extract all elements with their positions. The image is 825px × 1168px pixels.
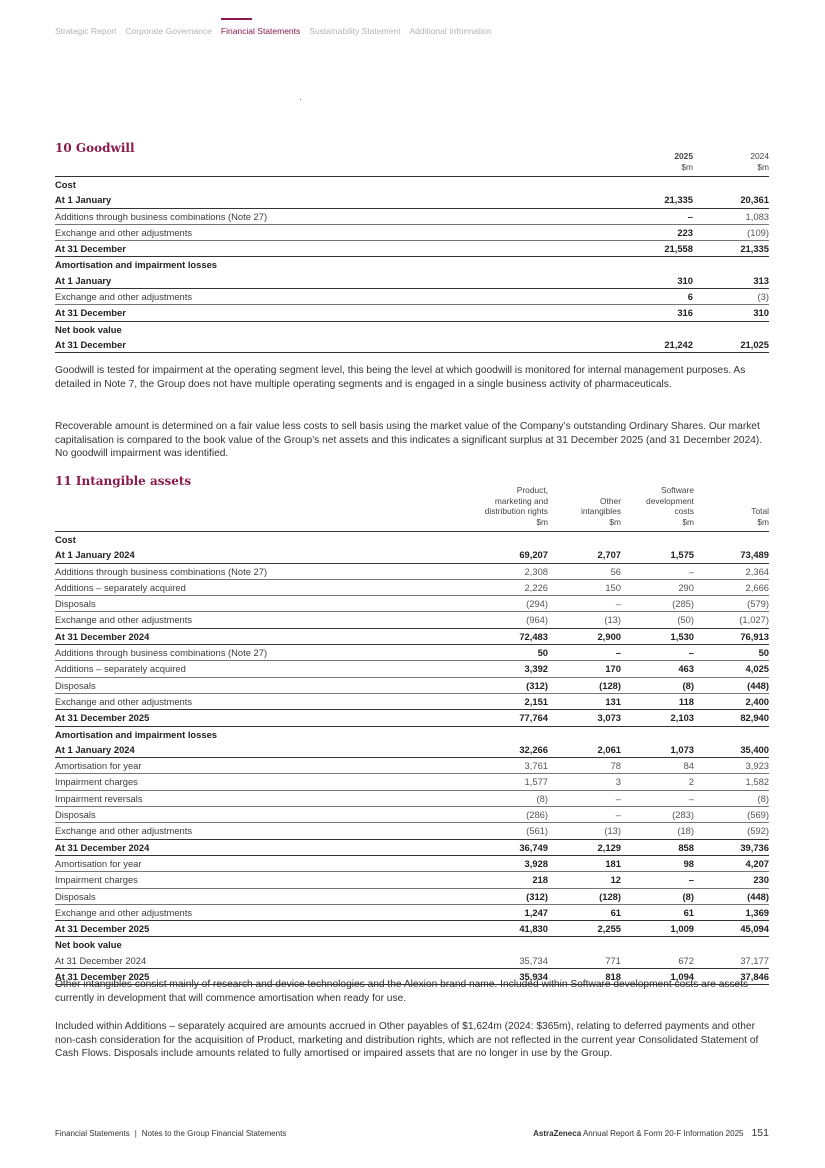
- value-2025: [575, 321, 693, 337]
- value-other-intangibles: –: [548, 790, 621, 806]
- nav-strategic-report[interactable]: Strategic Report: [55, 26, 117, 36]
- table-row: [55, 305, 769, 321]
- table-row: [55, 661, 769, 677]
- table-row: [55, 337, 769, 353]
- value-total: 76,913: [694, 628, 769, 644]
- table-row: [55, 192, 769, 208]
- value-2024: 1,083: [693, 208, 769, 224]
- intangibles-header-row: [55, 485, 769, 532]
- row-label: Exchange and other adjustments: [55, 693, 475, 709]
- value-product-rights: 72,483: [475, 628, 548, 644]
- row-label: At 31 December 2024: [55, 953, 475, 969]
- value-software-costs: –: [621, 872, 694, 888]
- row-label: Disposals: [55, 677, 475, 693]
- value-other-intangibles: [548, 532, 621, 548]
- row-label: Additions – separately acquired: [55, 579, 475, 595]
- row-label: Exchange and other adjustments: [55, 289, 575, 305]
- table-row: [55, 839, 769, 855]
- row-label: Disposals: [55, 596, 475, 612]
- goodwill-col-2024: 2024 $m: [693, 151, 769, 177]
- value-other-intangibles: (128): [548, 677, 621, 693]
- goodwill-table: [55, 151, 769, 353]
- value-2025: 223: [575, 224, 693, 240]
- value-total: [694, 532, 769, 548]
- value-software-costs: 2: [621, 774, 694, 790]
- row-label: At 1 January: [55, 273, 575, 289]
- value-total: 230: [694, 872, 769, 888]
- table-row: [55, 289, 769, 305]
- value-software-costs: 858: [621, 839, 694, 855]
- value-software-costs: 1,073: [621, 742, 694, 758]
- row-label: Cost: [55, 179, 76, 190]
- section-heading-row: [55, 177, 769, 193]
- row-label: At 1 January: [55, 192, 575, 208]
- section-heading-row: [55, 726, 769, 742]
- row-label: Amortisation and impairment losses: [55, 728, 218, 740]
- goodwill-paragraph-2: Recoverable amount is determined on a fair value less costs to sell basis using the market value of the Company’s outstanding Ordinary Shares. Our market capitalisation is compared to the book value of the Group’s net assets and this indicates a significant surplus at 31 December 2025 (and 31 December 2024). No goodwill impairment was identified.: [55, 421, 763, 460]
- value-software-costs: 1,094: [621, 969, 694, 985]
- value-total: 73,489: [694, 547, 769, 563]
- value-total: 1,369: [694, 904, 769, 920]
- row-label: At 31 December: [55, 337, 575, 353]
- value-product-rights: (312): [475, 677, 548, 693]
- value-other-intangibles: 61: [548, 904, 621, 920]
- table-row: [55, 953, 769, 969]
- intangibles-title: 11 Intangible assets: [55, 474, 192, 488]
- value-total: (8): [694, 790, 769, 806]
- value-software-costs: 672: [621, 953, 694, 969]
- value-total: 35,400: [694, 742, 769, 758]
- row-label: At 31 December 2024: [55, 628, 475, 644]
- value-software-costs: –: [621, 645, 694, 661]
- value-product-rights: 3,928: [475, 855, 548, 871]
- row-label: Additions – separately acquired: [55, 661, 475, 677]
- value-total: 1,582: [694, 774, 769, 790]
- value-product-rights: 35,934: [475, 969, 548, 985]
- value-2025: 21,558: [575, 241, 693, 257]
- value-other-intangibles: 78: [548, 758, 621, 774]
- value-software-costs: (18): [621, 823, 694, 839]
- page-number: 151: [751, 1127, 769, 1139]
- value-2025: 6: [575, 289, 693, 305]
- table-row: [55, 790, 769, 806]
- value-total: 37,846: [694, 969, 769, 985]
- value-total: 82,940: [694, 710, 769, 726]
- goodwill-title: 10 Goodwill: [55, 141, 135, 155]
- value-software-costs: [621, 532, 694, 548]
- value-software-costs: (283): [621, 807, 694, 823]
- value-software-costs: 2,103: [621, 710, 694, 726]
- value-2025: 21,335: [575, 192, 693, 208]
- row-label: At 31 December 2025: [55, 710, 475, 726]
- value-2024: [693, 177, 769, 193]
- col-product-rights: Product, marketing and distribution rights $m: [475, 485, 548, 532]
- value-total: (448): [694, 888, 769, 904]
- row-label: Impairment charges: [55, 872, 475, 888]
- value-total: 37,177: [694, 953, 769, 969]
- value-other-intangibles: [548, 726, 621, 742]
- value-2024: (3): [693, 289, 769, 305]
- row-label: Net book value: [55, 323, 122, 335]
- table-row: [55, 693, 769, 709]
- row-label: Exchange and other adjustments: [55, 823, 475, 839]
- value-other-intangibles: 2,900: [548, 628, 621, 644]
- value-product-rights: 2,308: [475, 563, 548, 579]
- value-total: [694, 726, 769, 742]
- value-product-rights: [475, 937, 548, 953]
- table-row: [55, 807, 769, 823]
- value-other-intangibles: 818: [548, 969, 621, 985]
- nav-corporate-governance[interactable]: Corporate Governance: [125, 26, 212, 36]
- table-row: [55, 872, 769, 888]
- table-row: [55, 710, 769, 726]
- footer-brand: AstraZeneca: [533, 1129, 582, 1138]
- footer-subsection[interactable]: Notes to the Group Financial Statements: [141, 1129, 287, 1138]
- table-row: [55, 758, 769, 774]
- value-product-rights: (286): [475, 807, 548, 823]
- value-software-costs: [621, 726, 694, 742]
- footer-report-title: Annual Report & Form 20-F Information 2025: [582, 1129, 744, 1138]
- row-label: Exchange and other adjustments: [55, 224, 575, 240]
- table-row: [55, 612, 769, 628]
- row-label: At 31 December: [55, 241, 575, 257]
- goodwill-col-2025: 2025 $m: [575, 151, 693, 177]
- value-other-intangibles: 56: [548, 563, 621, 579]
- value-product-rights: 32,266: [475, 742, 548, 758]
- value-product-rights: [475, 532, 548, 548]
- value-other-intangibles: 2,707: [548, 547, 621, 563]
- value-2025: 310: [575, 273, 693, 289]
- row-label: Exchange and other adjustments: [55, 612, 475, 628]
- table-row: [55, 224, 769, 240]
- goodwill-header-row: [55, 151, 769, 177]
- row-label: Amortisation for year: [55, 855, 475, 871]
- table-row: [55, 273, 769, 289]
- value-other-intangibles: 771: [548, 953, 621, 969]
- value-other-intangibles: –: [548, 807, 621, 823]
- value-product-rights: 50: [475, 645, 548, 661]
- table-row: [55, 563, 769, 579]
- footer-section[interactable]: Financial Statements: [55, 1129, 130, 1138]
- section-heading-row: [55, 937, 769, 953]
- value-software-costs: [621, 937, 694, 953]
- value-other-intangibles: 150: [548, 579, 621, 595]
- value-other-intangibles: –: [548, 596, 621, 612]
- value-product-rights: 35,734: [475, 953, 548, 969]
- value-product-rights: (294): [475, 596, 548, 612]
- value-software-costs: 118: [621, 693, 694, 709]
- row-label: Net book value: [55, 939, 122, 951]
- row-label: At 31 December 2025: [55, 969, 475, 985]
- value-software-costs: 1,575: [621, 547, 694, 563]
- row-label: At 1 January 2024: [55, 547, 475, 563]
- value-other-intangibles: [548, 937, 621, 953]
- value-product-rights: (964): [475, 612, 548, 628]
- value-software-costs: (8): [621, 888, 694, 904]
- value-other-intangibles: 12: [548, 872, 621, 888]
- row-label: Additions through business combinations (Note 27): [55, 563, 475, 579]
- value-total: 3,923: [694, 758, 769, 774]
- value-other-intangibles: 170: [548, 661, 621, 677]
- row-label: At 1 January 2024: [55, 742, 475, 758]
- value-software-costs: 98: [621, 855, 694, 871]
- row-label: At 31 December 2024: [55, 839, 475, 855]
- value-product-rights: 77,764: [475, 710, 548, 726]
- section-heading-row: [55, 321, 769, 337]
- top-navigation: [55, 18, 501, 38]
- value-2025: 21,242: [575, 337, 693, 353]
- value-total: 4,025: [694, 661, 769, 677]
- section-heading-row: [55, 532, 769, 548]
- value-software-costs: –: [621, 563, 694, 579]
- value-software-costs: (50): [621, 612, 694, 628]
- row-label: Amortisation and impairment losses: [55, 259, 218, 271]
- table-row: [55, 888, 769, 904]
- value-product-rights: 1,577: [475, 774, 548, 790]
- row-label: Cost: [55, 534, 76, 545]
- footer-report: [533, 1127, 769, 1139]
- value-product-rights: 3,392: [475, 661, 548, 677]
- intangibles-paragraph-2: Included within Additions – separately acquired are amounts accrued in Other payables of $1,624m (2024: $365m), relating to deferred payments and other non-cash consideration for the acquisition of Product, marketing and distribution rights, which are not reflected in the current year Consolidated Statement of Cash Flows. Disposals include amounts related to fully amortised or impaired assets that are no longer in use by the Group.: [55, 1021, 759, 1060]
- value-other-intangibles: (13): [548, 823, 621, 839]
- value-2024: [693, 257, 769, 273]
- nav-sustainability-statement[interactable]: Sustainability Statement: [309, 26, 401, 36]
- table-row: [55, 774, 769, 790]
- value-total: 50: [694, 645, 769, 661]
- value-2025: 316: [575, 305, 693, 321]
- value-other-intangibles: 2,061: [548, 742, 621, 758]
- goodwill-paragraph-1: Goodwill is tested for impairment at the operating segment level, this being the level at which goodwill is monitored for internal management purposes. As detailed in Note 7, the Group does not have multiple operating segments and is engaged in a single business activity of pharmaceuticals.: [55, 365, 746, 390]
- value-other-intangibles: 131: [548, 693, 621, 709]
- value-product-rights: (8): [475, 790, 548, 806]
- value-2024: 20,361: [693, 192, 769, 208]
- value-total: 2,666: [694, 579, 769, 595]
- value-total: (448): [694, 677, 769, 693]
- table-row: [55, 547, 769, 563]
- value-other-intangibles: (128): [548, 888, 621, 904]
- row-label: Additions through business combinations (Note 27): [55, 645, 475, 661]
- value-other-intangibles: (13): [548, 612, 621, 628]
- value-other-intangibles: 3,073: [548, 710, 621, 726]
- table-row: [55, 241, 769, 257]
- value-other-intangibles: –: [548, 645, 621, 661]
- value-2025: [575, 257, 693, 273]
- table-row: [55, 596, 769, 612]
- value-total: (1,027): [694, 612, 769, 628]
- row-label: Impairment charges: [55, 774, 475, 790]
- value-2024: 310: [693, 305, 769, 321]
- value-product-rights: (561): [475, 823, 548, 839]
- value-product-rights: (312): [475, 888, 548, 904]
- table-row: [55, 628, 769, 644]
- value-total: (592): [694, 823, 769, 839]
- value-2025: –: [575, 208, 693, 224]
- col-software-costs: Software development costs $m: [621, 485, 694, 532]
- row-label: Amortisation for year: [55, 758, 475, 774]
- value-product-rights: [475, 726, 548, 742]
- nav-financial-statements[interactable]: Financial Statements: [221, 18, 300, 38]
- value-product-rights: 3,761: [475, 758, 548, 774]
- table-row: [55, 677, 769, 693]
- table-row: [55, 208, 769, 224]
- value-product-rights: 36,749: [475, 839, 548, 855]
- value-software-costs: 84: [621, 758, 694, 774]
- row-label: Impairment reversals: [55, 790, 475, 806]
- value-total: 45,094: [694, 921, 769, 937]
- value-2024: 21,025: [693, 337, 769, 353]
- value-total: 2,364: [694, 563, 769, 579]
- table-row: [55, 921, 769, 937]
- value-product-rights: 218: [475, 872, 548, 888]
- value-total: 39,736: [694, 839, 769, 855]
- value-2024: (109): [693, 224, 769, 240]
- table-row: [55, 579, 769, 595]
- footer-breadcrumb: Financial Statements | Notes to the Group Financial Statements: [55, 1129, 287, 1138]
- intangibles-table: [55, 485, 769, 985]
- value-other-intangibles: 181: [548, 855, 621, 871]
- value-software-costs: 1,009: [621, 921, 694, 937]
- value-software-costs: (285): [621, 596, 694, 612]
- row-label: Additions through business combinations (Note 27): [55, 208, 575, 224]
- col-other-intangibles: Other intangibles $m: [548, 485, 621, 532]
- value-total: (579): [694, 596, 769, 612]
- row-label: Disposals: [55, 888, 475, 904]
- value-product-rights: 2,226: [475, 579, 548, 595]
- value-software-costs: 290: [621, 579, 694, 595]
- value-product-rights: 69,207: [475, 547, 548, 563]
- stray-dot: [300, 99, 301, 100]
- table-row: [55, 742, 769, 758]
- value-2024: 21,335: [693, 241, 769, 257]
- value-total: (569): [694, 807, 769, 823]
- table-row: [55, 645, 769, 661]
- table-row: [55, 823, 769, 839]
- value-software-costs: 61: [621, 904, 694, 920]
- nav-additional-information[interactable]: Additional Information: [409, 26, 492, 36]
- value-2024: [693, 321, 769, 337]
- value-other-intangibles: 2,255: [548, 921, 621, 937]
- value-2024: 313: [693, 273, 769, 289]
- section-heading-row: [55, 257, 769, 273]
- row-label: At 31 December 2025: [55, 921, 475, 937]
- intangibles-paragraph-1: Other intangibles consist mainly of research and device technologies and the Alexion brand name. Included within Software development costs are assets currently in development that will commence amortisation when ready for use.: [55, 979, 749, 1004]
- value-software-costs: 1,530: [621, 628, 694, 644]
- value-total: 2,400: [694, 693, 769, 709]
- value-product-rights: 41,830: [475, 921, 548, 937]
- table-row: [55, 904, 769, 920]
- table-row: [55, 855, 769, 871]
- row-label: At 31 December: [55, 305, 575, 321]
- value-total: 4,207: [694, 855, 769, 871]
- col-total: Total $m: [694, 485, 769, 532]
- value-software-costs: –: [621, 790, 694, 806]
- value-other-intangibles: 2,129: [548, 839, 621, 855]
- value-product-rights: 1,247: [475, 904, 548, 920]
- value-software-costs: 463: [621, 661, 694, 677]
- row-label: Disposals: [55, 807, 475, 823]
- value-software-costs: (8): [621, 677, 694, 693]
- value-total: [694, 937, 769, 953]
- value-other-intangibles: 3: [548, 774, 621, 790]
- value-2025: [575, 177, 693, 193]
- row-label: Exchange and other adjustments: [55, 904, 475, 920]
- value-product-rights: 2,151: [475, 693, 548, 709]
